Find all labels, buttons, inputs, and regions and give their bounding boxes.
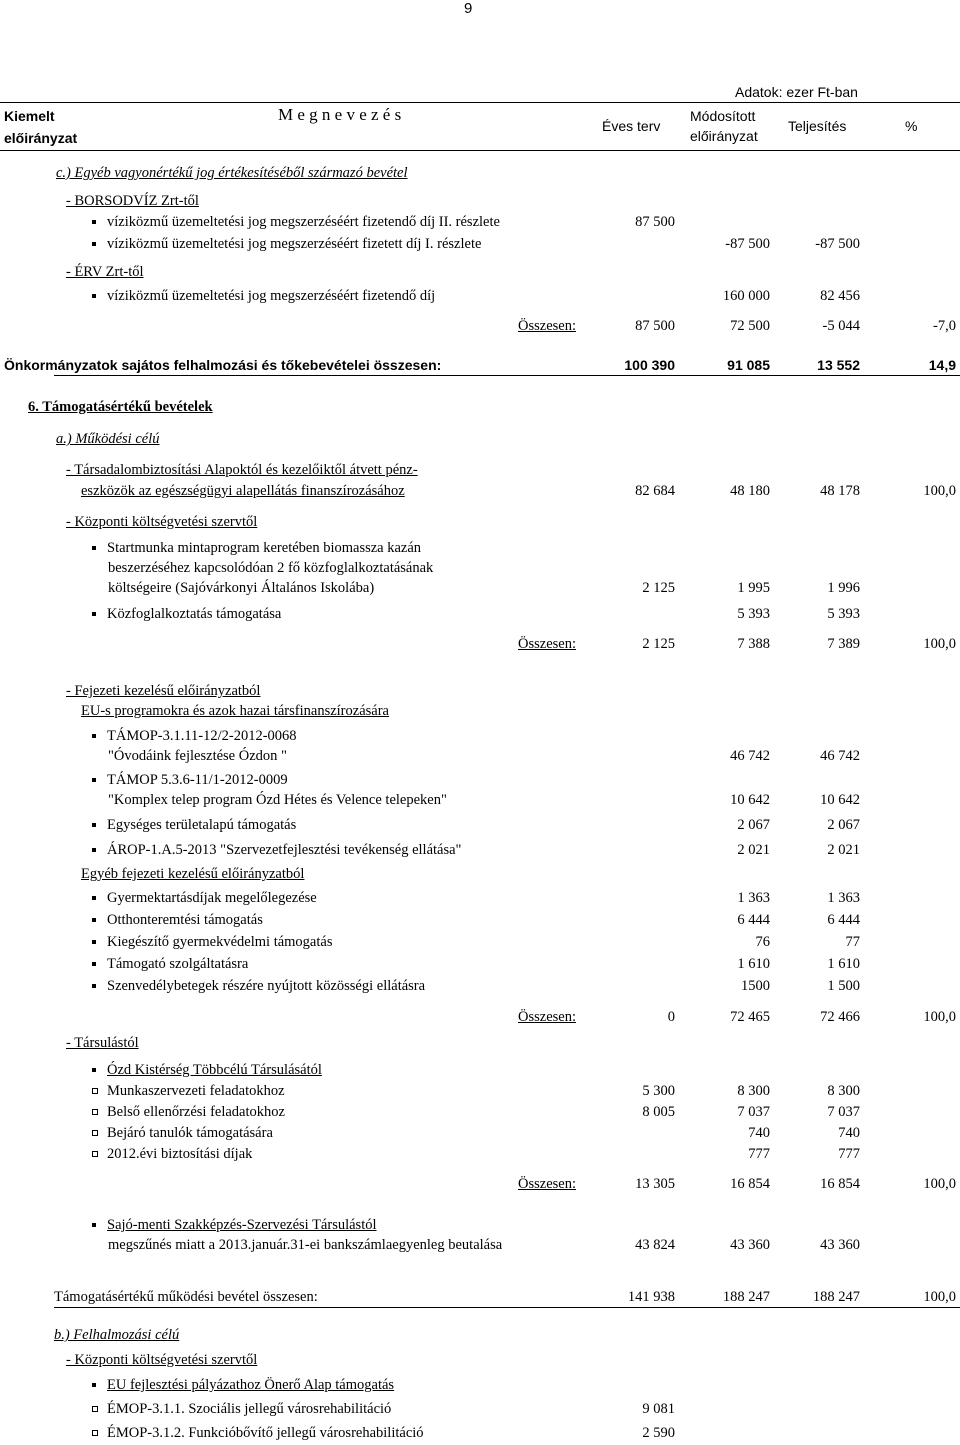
otthon-telj: 6 444 <box>827 912 860 928</box>
kozfog-row: Közfoglalkoztatás támogatása <box>92 606 281 623</box>
ozd-total-telj: 16 854 <box>820 1176 860 1192</box>
mukodesi-total-pct: 100,0 <box>923 1289 956 1305</box>
col-modositott-line1: Módosított <box>690 108 756 124</box>
tb-line1: - Társadalombiztosítási Alapoktól és kezelőiktől átvett pénz- <box>66 462 418 478</box>
munka-mod: 8 300 <box>737 1083 770 1099</box>
units-note: Adatok: ezer Ft-ban <box>735 84 858 100</box>
section6-title: 6. Támogatásértékű bevételek <box>28 399 213 415</box>
c-row3-telj: 82 456 <box>820 288 860 304</box>
otthon-row: Otthonteremtési támogatás <box>92 912 263 929</box>
section-c-title: c.) Egyéb vagyonértékű jog értékesítéséből származó bevétel <box>56 165 408 181</box>
kieg-row: Kiegészítő gyermekvédelmi támogatás <box>92 934 332 951</box>
fej-total-pct: 100,0 <box>923 1009 956 1025</box>
onkorm-total-rule <box>54 375 960 376</box>
start-mod: 1 995 <box>737 580 770 596</box>
onkorm-total-mod: 91 085 <box>727 357 770 373</box>
header-top-rule <box>0 102 960 103</box>
tamop1-line1: TÁMOP-3.1.11-12/2-2012-0068 <box>92 728 297 745</box>
otthon-mod: 6 444 <box>737 912 770 928</box>
c-total-eves: 87 500 <box>635 318 675 334</box>
egyseges-mod: 2 067 <box>737 817 770 833</box>
c-row2: víziközmű üzemeltetési jog megszerzéséért fizetett díj I. részlete <box>92 236 481 253</box>
gyermek-mod: 1 363 <box>737 890 770 906</box>
page-number: 9 <box>464 0 473 17</box>
sajo-telj: 43 360 <box>820 1237 860 1253</box>
emop2-eves: 2 590 <box>642 1425 675 1441</box>
kozp-heading: - Központi költségvetési szervtől <box>66 514 258 530</box>
col-kiemelt-line1: Kiemelt <box>4 108 55 124</box>
tb-line2: eszközök az egészségügyi alapellátás finanszírozásához <box>81 483 405 499</box>
bejaro-telj: 740 <box>838 1125 860 1141</box>
biztos-telj: 777 <box>838 1146 860 1162</box>
belso-eves: 8 005 <box>642 1104 675 1120</box>
biztos-mod: 777 <box>748 1146 770 1162</box>
b-kozp-heading: - Központi költségvetési szervtől <box>66 1352 258 1368</box>
c-row2-mod: -87 500 <box>725 236 770 252</box>
erv-heading: - ÉRV Zrt-től <box>66 264 144 280</box>
tb-eves: 82 684 <box>635 483 675 499</box>
emop1-row: ÉMOP-3.1.1. Szociális jellegű városrehabilitáció <box>92 1401 391 1418</box>
tamop1-line2: "Óvodáink fejlesztése Ózdon " <box>108 748 287 764</box>
arop-telj: 2 021 <box>827 842 860 858</box>
col-megnevezes: M e g n e v e z é s <box>278 105 402 124</box>
col-modositott-line2: előirányzat <box>690 128 758 144</box>
tb-mod: 48 180 <box>730 483 770 499</box>
section6a-title: a.) Működési célú <box>56 431 160 447</box>
munka-row: Munkaszervezeti feladatokhoz <box>92 1083 285 1100</box>
kozp-total-pct: 100,0 <box>923 636 956 652</box>
start-line1: Startmunka mintaprogram keretében biomassza kazán <box>92 540 421 557</box>
szenv-row: Szenvedélybetegek részére nyújtott közösségi ellátásra <box>92 978 425 995</box>
tamop2-telj: 10 642 <box>820 792 860 808</box>
c-row1-eves: 87 500 <box>635 214 675 230</box>
tamogato-mod: 1 610 <box>737 956 770 972</box>
c-row2-telj: -87 500 <box>815 236 860 252</box>
onkorm-total-telj: 13 552 <box>817 357 860 373</box>
c-row3: víziközmű üzemeltetési jog megszerzéséért fizetendő díj <box>92 288 435 305</box>
sajo-mod: 43 360 <box>730 1237 770 1253</box>
fej-line2: EU-s programokra és azok hazai társfinanszírozására <box>81 703 389 719</box>
fej-total-label: Összesen: <box>518 1009 576 1025</box>
kozp-total-mod: 7 388 <box>737 636 770 652</box>
c-row3-mod: 160 000 <box>722 288 770 304</box>
tamogato-telj: 1 610 <box>827 956 860 972</box>
tb-pct: 100,0 <box>923 483 956 499</box>
header-bottom-rule <box>0 150 960 151</box>
fej-total-eves: 0 <box>667 1009 675 1025</box>
sajo-line1: Sajó-menti Szakképzés-Szervezési Társulástól <box>92 1217 377 1234</box>
kieg-telj: 77 <box>845 934 860 950</box>
borsodviz-heading: - BORSODVÍZ Zrt-től <box>66 193 199 209</box>
tars-heading: - Társulástól <box>66 1035 139 1051</box>
tamop2-line1: TÁMOP 5.3.6-11/1-2012-0009 <box>92 772 288 789</box>
start-telj: 1 996 <box>827 580 860 596</box>
belso-telj: 7 037 <box>827 1104 860 1120</box>
belso-mod: 7 037 <box>737 1104 770 1120</box>
tamop2-mod: 10 642 <box>730 792 770 808</box>
tamop2-line2: "Komplex telep program Ózd Hétes és Velence telepeken" <box>108 792 447 808</box>
gyermek-telj: 1 363 <box>827 890 860 906</box>
tb-telj: 48 178 <box>820 483 860 499</box>
mukodesi-total-mod: 188 247 <box>722 1289 770 1305</box>
arop-row: ÁROP-1.A.5-2013 "Szervezetfejlesztési tevékenség ellátása" <box>92 842 461 859</box>
sajo-line2: megszűnés miatt a 2013.január.31-ei bankszámlaegyenleg beutalása <box>108 1237 503 1253</box>
fej-total-telj: 72 466 <box>820 1009 860 1025</box>
eu-onero-row: EU fejlesztési pályázathoz Önerő Alap támogatás <box>92 1377 394 1394</box>
onkorm-total-eves: 100 390 <box>624 357 675 373</box>
c-total-mod: 72 500 <box>730 318 770 334</box>
szenv-telj: 1 500 <box>827 978 860 994</box>
col-teljesites: Teljesítés <box>788 118 847 134</box>
bejaro-row: Bejáró tanulók támogatására <box>92 1125 273 1142</box>
belso-row: Belső ellenőrzési feladatokhoz <box>92 1104 285 1121</box>
kieg-mod: 76 <box>755 934 770 950</box>
tamogato-row: Támogató szolgáltatásra <box>92 956 248 973</box>
gyermek-row: Gyermektartásdíjak megelőlegezése <box>92 890 317 907</box>
kozp-total-eves: 2 125 <box>642 636 675 652</box>
egyeb-fej-heading: Egyéb fejezeti kezelésű előirányzatból <box>81 866 305 882</box>
egyseges-row: Egységes területalapú támogatás <box>92 817 296 834</box>
emop2-row: ÉMOP-3.1.2. Funkcióbővítő jellegű városrehabilitáció <box>92 1425 424 1442</box>
fej-total-mod: 72 465 <box>730 1009 770 1025</box>
col-eves-terv: Éves terv <box>602 118 661 134</box>
col-percent: % <box>905 118 918 134</box>
arop-mod: 2 021 <box>737 842 770 858</box>
kozp-total-label: Összesen: <box>518 636 576 652</box>
col-kiemelt-line2: előirányzat <box>4 130 78 146</box>
mukodesi-total-eves: 141 938 <box>627 1289 675 1305</box>
c-row1: víziközmű üzemeltetési jog megszerzéséért fizetendő díj II. részlete <box>92 214 500 231</box>
c-total-pct: -7,0 <box>933 318 956 334</box>
tamop1-telj: 46 742 <box>820 748 860 764</box>
ozd-total-label: Összesen: <box>518 1176 576 1192</box>
szenv-mod: 1500 <box>741 978 770 994</box>
emop1-eves: 9 081 <box>642 1401 675 1417</box>
fej-line1: - Fejezeti kezelésű előirányzatból <box>66 683 261 699</box>
kozp-total-telj: 7 389 <box>827 636 860 652</box>
c-total-label: Összesen: <box>518 318 576 334</box>
ozd-title: Ózd Kistérség Többcélú Társulásától <box>92 1062 322 1079</box>
c-total-telj: -5 044 <box>822 318 860 334</box>
munka-telj: 8 300 <box>827 1083 860 1099</box>
sajo-eves: 43 824 <box>635 1237 675 1253</box>
onkorm-total-pct: 14,9 <box>928 357 956 373</box>
biztos-row: 2012.évi biztosítási díjak <box>92 1146 252 1163</box>
tamop1-mod: 46 742 <box>730 748 770 764</box>
kozfog-telj: 5 393 <box>827 606 860 622</box>
kozfog-mod: 5 393 <box>737 606 770 622</box>
mukodesi-total-label: Támogatásértékű működési bevétel összesen: <box>54 1289 318 1305</box>
start-line2: beszerzéséhez kapcsolódóan 2 fő közfoglalkoztatásának <box>108 560 434 576</box>
bejaro-mod: 740 <box>748 1125 770 1141</box>
onkorm-total-label: Önkormányzatok sajátos felhalmozási és tőkebevételei összesen: <box>4 357 442 373</box>
ozd-total-pct: 100,0 <box>923 1176 956 1192</box>
start-eves: 2 125 <box>642 580 675 596</box>
egyseges-telj: 2 067 <box>827 817 860 833</box>
mukodesi-total-telj: 188 247 <box>812 1289 860 1305</box>
section6b-title: b.) Felhalmozási célú <box>54 1327 180 1343</box>
ozd-total-eves: 13 305 <box>635 1176 675 1192</box>
mukodesi-total-rule <box>54 1307 960 1308</box>
start-line3: költségeire (Sajóvárkonyi Általános Iskolába) <box>108 580 375 596</box>
munka-eves: 5 300 <box>642 1083 675 1099</box>
ozd-total-mod: 16 854 <box>730 1176 770 1192</box>
